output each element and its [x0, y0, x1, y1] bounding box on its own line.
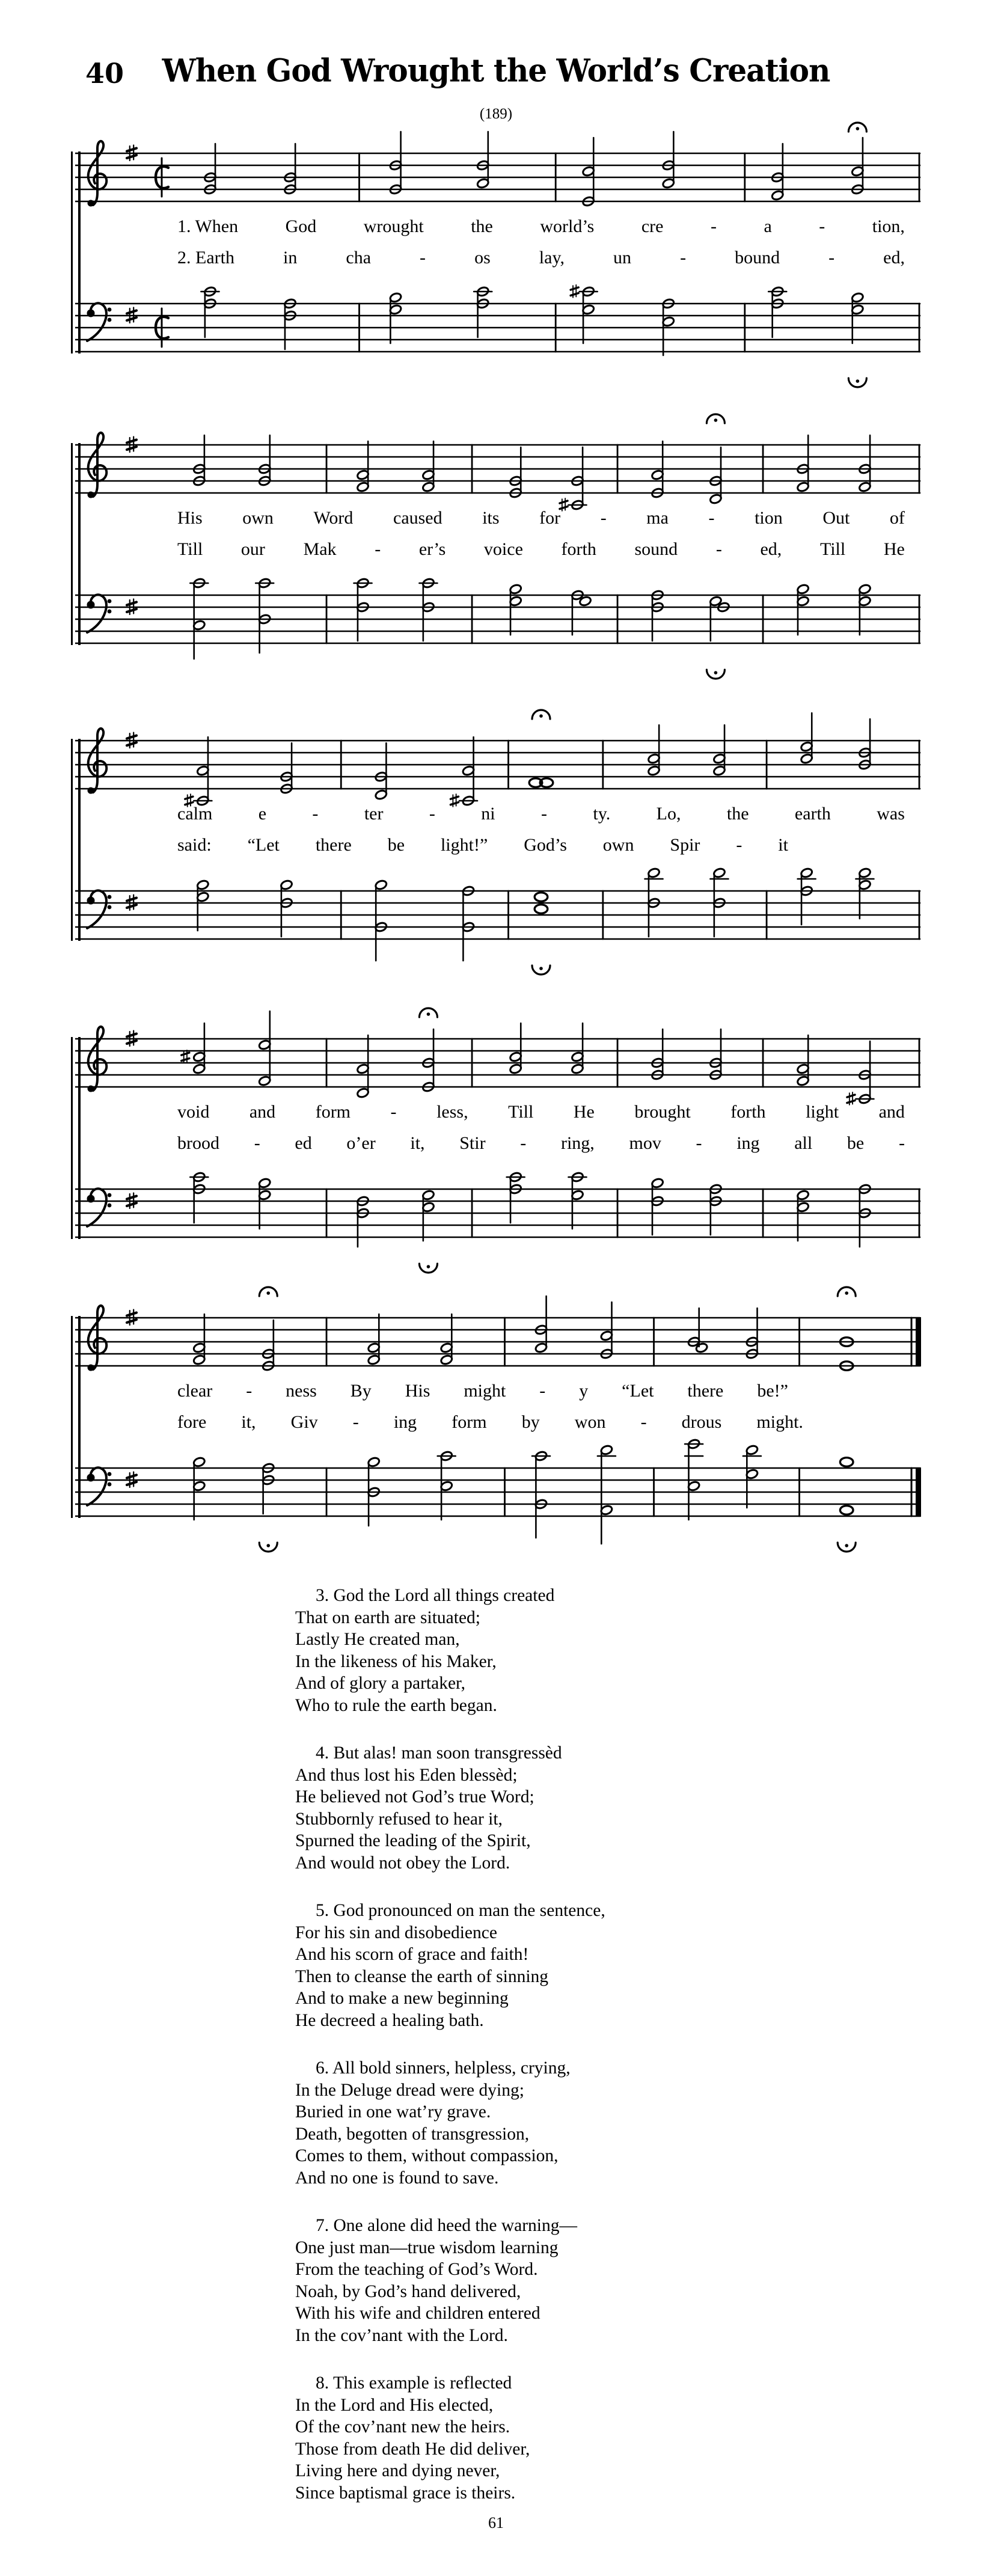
- half-note-chord: [190, 578, 208, 659]
- half-note-chord: [534, 1296, 548, 1353]
- bass-clef-icon: [87, 303, 112, 341]
- lyric-syllable: His: [177, 508, 203, 528]
- bass-clef-icon: [87, 595, 112, 632]
- half-note-chord: [651, 1178, 664, 1235]
- lyric-syllable: ed: [295, 1133, 312, 1153]
- verse-line: In the Deluge dread were dying;: [295, 2080, 524, 2100]
- lyric-syllable: wrought: [363, 216, 424, 236]
- verse-column: [295, 1585, 697, 2504]
- half-note-chord: [800, 713, 813, 764]
- half-note-chord: [532, 1451, 550, 1538]
- lyric-syllable: world’s: [540, 216, 595, 236]
- half-note-chord: [357, 441, 370, 492]
- lyric-syllable: form: [315, 1102, 351, 1122]
- lyric-syllable: might.: [756, 1412, 803, 1432]
- half-note-chord: [859, 719, 872, 770]
- verse-line: 4. But alas! man soon transgressèd: [316, 1743, 562, 1763]
- half-note-chord: [797, 1035, 810, 1086]
- hymn-number: 40: [85, 57, 124, 90]
- lyric-syllable: void: [177, 1102, 210, 1122]
- lyric-syllable: sound: [634, 539, 678, 559]
- verse-line: That on earth are situated;: [295, 1608, 480, 1627]
- lyric-hyphen: -: [539, 1381, 546, 1401]
- lyric-hyphen: -: [540, 804, 547, 824]
- lyric-line: [177, 1381, 788, 1401]
- lyric-syllable: ring,: [560, 1133, 595, 1153]
- lyric-syllable: Spir: [670, 835, 700, 855]
- half-note-chord: [651, 590, 664, 641]
- lyric-syllable: its: [482, 508, 500, 528]
- fermata-icon: [259, 1287, 277, 1296]
- lyric-syllable: 1. When: [177, 216, 239, 236]
- half-note-chord: [706, 414, 724, 504]
- lyric-syllable: tion: [755, 508, 783, 528]
- lyric-syllable: mov: [629, 1133, 661, 1153]
- verse: [295, 2372, 697, 2504]
- half-note-chord: [662, 132, 675, 189]
- half-note-chord: [259, 1463, 277, 1552]
- lyric-hyphen: -: [390, 1102, 397, 1122]
- half-note-chord: [848, 123, 866, 195]
- half-note-chord: [582, 138, 595, 207]
- lyric-line: [177, 1102, 905, 1122]
- bass-staff: [75, 1147, 932, 1279]
- verse-line: For his sin and disobedience: [295, 1923, 497, 1942]
- lyric-syllable: it,: [241, 1412, 256, 1432]
- fermata-icon: [837, 1543, 856, 1552]
- half-note-chord: [422, 441, 435, 492]
- lyric-syllable: own: [242, 508, 274, 528]
- bass-staff: [75, 553, 932, 685]
- verse-line: And his scorn of grace and faith!: [295, 1945, 529, 1964]
- whole-note-chord: [532, 893, 550, 974]
- verse-line: In the Lord and His elected,: [295, 2395, 494, 2415]
- lyric-syllable: ing: [393, 1412, 417, 1432]
- half-note-chord: [859, 584, 872, 635]
- lyric-syllable: the: [471, 216, 493, 236]
- lyric-syllable: caused: [393, 508, 442, 528]
- lyric-syllable: forth: [561, 539, 596, 559]
- lyric-syllable: lay,: [539, 248, 565, 268]
- half-note-chord: [284, 144, 297, 195]
- lyric-hyphen: -: [715, 539, 722, 559]
- lyric-syllable: os: [474, 248, 491, 268]
- half-note-chord: [768, 286, 786, 337]
- half-note-chord: [651, 1029, 664, 1080]
- half-note-chord: [709, 1184, 723, 1235]
- whole-note-chord: [529, 710, 553, 787]
- verse-line: From the teaching of God’s Word.: [295, 2260, 538, 2279]
- half-note-chord: [357, 1196, 370, 1247]
- half-note-chord: [687, 1308, 708, 1353]
- half-note-chord: [438, 1451, 456, 1520]
- half-note-chord: [509, 1023, 522, 1074]
- half-note-chord: [280, 743, 293, 794]
- verse-line: Stubbornly refused to hear it,: [295, 1809, 503, 1829]
- lyric-hyphen: -: [640, 1412, 647, 1432]
- verse-line: One just man—true wisdom learning: [295, 2238, 559, 2257]
- bass-staff: [75, 262, 932, 394]
- lyric-syllable: “Let: [622, 1381, 654, 1401]
- half-note-chord: [280, 880, 293, 937]
- lyric-syllable: light: [806, 1102, 839, 1122]
- lyric-syllable: y: [579, 1381, 589, 1401]
- hymn-title: When God Wrought the World’s Creation: [162, 52, 830, 90]
- half-note-chord: [196, 880, 209, 931]
- bass-clef-icon: [87, 1189, 112, 1226]
- verse-line: And of glory a partaker,: [295, 1674, 466, 1693]
- fermata-icon: [259, 1543, 277, 1552]
- half-note-chord: [190, 1172, 208, 1223]
- bass-staff: [75, 1426, 932, 1558]
- verse-line: And no one is found to save.: [295, 2168, 499, 2188]
- half-note-chord: [185, 737, 212, 807]
- half-note-chord: [571, 285, 598, 343]
- lyric-syllable: cre: [641, 216, 664, 236]
- verse-line: Buried in one wat’ry grave.: [295, 2102, 491, 2122]
- lyric-syllable: said:: [177, 835, 212, 855]
- fermata-icon: [532, 710, 550, 719]
- half-note-chord: [389, 292, 402, 343]
- fermata-icon: [837, 1287, 856, 1296]
- lyric-syllable: 2. Earth: [177, 248, 234, 268]
- lyric-line: [177, 248, 905, 268]
- bass-clef-icon: [87, 1467, 112, 1505]
- lyric-syllable: God: [285, 216, 317, 236]
- verse-line: 3. God the Lord all things created: [316, 1586, 555, 1605]
- lyric-syllable: be!”: [757, 1381, 788, 1401]
- lyric-hyphen: -: [375, 539, 381, 559]
- lyric-hyphen: -: [429, 804, 435, 824]
- lyric-hyphen: -: [312, 804, 319, 824]
- half-note-chord: [859, 435, 872, 492]
- lyric-hyphen: -: [600, 508, 607, 528]
- lyric-syllable: the: [726, 804, 749, 824]
- half-note-chord: [192, 1314, 206, 1365]
- lyric-syllable: He: [573, 1102, 595, 1122]
- lyric-syllable: light!”: [440, 835, 488, 855]
- lyric-syllable: of: [889, 508, 905, 528]
- half-note-chord: [746, 1308, 759, 1359]
- lyric-syllable: in: [283, 248, 298, 268]
- lyric-syllable: be: [387, 835, 405, 855]
- lyric-syllable: by: [521, 1412, 540, 1432]
- half-note-chord: [598, 1445, 616, 1544]
- half-note-chord: [462, 886, 475, 961]
- lyric-syllable: Lo,: [656, 804, 681, 824]
- treble-clef-icon: [88, 433, 107, 498]
- half-note-chord: [709, 1029, 723, 1080]
- verse-line: Death, begotten of transgression,: [295, 2124, 530, 2144]
- accidental-sharp-icon: [571, 285, 578, 298]
- lyric-syllable: there: [315, 835, 352, 855]
- lyric-syllable: ma: [646, 508, 669, 528]
- lyric-hyphen: -: [520, 1133, 527, 1153]
- half-note-chord: [509, 584, 522, 635]
- lyric-line: [177, 216, 905, 237]
- verse-line: Those from death He did deliver,: [295, 2439, 530, 2459]
- verse-line: 6. All bold sinners, helpless, crying,: [316, 2058, 571, 2078]
- verse-line: Comes to them, without compassion,: [295, 2146, 559, 2165]
- lyric-syllable: ty.: [593, 804, 611, 824]
- half-note-chord: [648, 725, 661, 776]
- whole-note-chord: [837, 1287, 856, 1370]
- lyric-syllable: a: [764, 216, 772, 236]
- lyric-hyphen: -: [420, 248, 426, 268]
- half-note-chord: [797, 435, 810, 492]
- lyric-syllable: drous: [681, 1412, 722, 1432]
- fermata-icon: [419, 1008, 437, 1017]
- lyric-syllable: own: [602, 835, 634, 855]
- verse: [295, 1742, 697, 1874]
- treble-clef-icon: [88, 729, 107, 794]
- half-note-chord: [375, 743, 388, 800]
- lyric-syllable: brought: [634, 1102, 691, 1122]
- half-note-chord: [507, 1172, 525, 1223]
- fermata-icon: [706, 414, 724, 423]
- lyric-line: [177, 1412, 803, 1433]
- lyric-syllable: ed,: [883, 248, 905, 268]
- lyric-syllable: Giv: [290, 1412, 318, 1432]
- lyric-syllable: won: [574, 1412, 606, 1432]
- lyric-syllable: ni: [481, 804, 495, 824]
- half-note-chord: [571, 1023, 584, 1074]
- lyric-syllable: e: [258, 804, 267, 824]
- fermata-icon: [532, 965, 550, 974]
- bass-staff: [75, 849, 932, 981]
- lyric-syllable: Out: [822, 508, 850, 528]
- lyric-syllable: By: [350, 1381, 372, 1401]
- half-note-chord: [256, 578, 274, 653]
- lyric-hyphen: -: [696, 1133, 702, 1153]
- lyric-syllable: His: [405, 1381, 430, 1401]
- half-note-chord: [713, 725, 726, 776]
- verse-line: Who to rule the earth began.: [295, 1695, 497, 1715]
- half-note-chord: [389, 132, 402, 195]
- lyric-syllable: Stir: [459, 1133, 486, 1153]
- lyric-syllable: for: [539, 508, 561, 528]
- lyric-syllable: and: [249, 1102, 276, 1122]
- lyric-syllable: o’er: [346, 1133, 376, 1153]
- lyric-syllable: it: [778, 835, 788, 855]
- half-note-chord: [182, 1023, 206, 1074]
- half-note-chord: [357, 1035, 370, 1098]
- lyric-syllable: voice: [483, 539, 523, 559]
- lyric-syllable: brood: [177, 1133, 219, 1153]
- lyric-syllable: ed,: [760, 539, 782, 559]
- verse-line: He believed not God’s true Word;: [295, 1787, 534, 1807]
- half-note-chord: [258, 1178, 271, 1229]
- lyric-syllable: there: [687, 1381, 724, 1401]
- lyric-syllable: ing: [736, 1133, 760, 1153]
- fermata-icon: [419, 1264, 437, 1273]
- lyric-syllable: might: [464, 1381, 506, 1401]
- lyric-syllable: un: [613, 248, 632, 268]
- half-note-chord: [662, 298, 675, 355]
- half-note-chord: [571, 590, 592, 635]
- lyric-syllable: Mak: [303, 539, 337, 559]
- half-note-chord: [450, 737, 477, 807]
- verse-line: Spurned the leading of the Spirit,: [295, 1831, 531, 1850]
- lyric-line: [177, 835, 788, 855]
- half-note-chord: [476, 132, 489, 189]
- verse: [295, 2057, 697, 2189]
- lyric-hyphen: -: [828, 248, 835, 268]
- lyric-syllable: form: [452, 1412, 487, 1432]
- lyric-hyphen: -: [680, 248, 687, 268]
- half-note-chord: [856, 867, 874, 919]
- lyric-syllable: clear: [177, 1381, 213, 1401]
- verse-line: 7. One alone did heed the warning—: [316, 2216, 577, 2235]
- half-note-chord: [771, 144, 784, 201]
- half-note-chord: [569, 1172, 587, 1229]
- lyric-hyphen: -: [736, 835, 742, 855]
- half-note-chord: [797, 1190, 810, 1241]
- tune-number: (189): [479, 106, 513, 122]
- fermata-icon: [706, 670, 724, 679]
- lyric-syllable: cha: [346, 248, 372, 268]
- lyric-syllable: calm: [177, 804, 213, 824]
- half-note-chord: [651, 441, 664, 498]
- verse-line: He decreed a healing bath.: [295, 2010, 484, 2030]
- half-note-chord: [258, 435, 271, 486]
- verse-line: And thus lost his Eden blessèd;: [295, 1765, 518, 1785]
- treble-clef-icon: [88, 1027, 107, 1092]
- lyric-line: [177, 1133, 905, 1154]
- verse-line: Noah, by God’s hand delivered,: [295, 2281, 521, 2301]
- lyric-syllable: ter: [364, 804, 384, 824]
- verse-line: Of the cov’nant new the heirs.: [295, 2417, 510, 2437]
- fermata-icon: [848, 123, 866, 132]
- lyric-syllable: less,: [436, 1102, 468, 1122]
- lyric-hyphen: -: [254, 1133, 260, 1153]
- lyric-syllable: Till: [819, 539, 846, 559]
- lyric-hyphen: -: [246, 1381, 253, 1401]
- lyric-hyphen: -: [708, 508, 715, 528]
- verse-line: Since baptismal grace is theirs.: [295, 2483, 516, 2503]
- lyric-syllable: God’s: [524, 835, 567, 855]
- half-note-chord: [367, 1314, 381, 1365]
- lyric-syllable: be: [847, 1133, 865, 1153]
- verse: [295, 2215, 697, 2346]
- half-note-chord: [474, 286, 492, 337]
- verse-line: And to make a new beginning: [295, 1989, 509, 2008]
- fermata-icon: [848, 378, 866, 387]
- footer-page-number: 61: [488, 2514, 504, 2532]
- lyric-hyphen: -: [352, 1412, 359, 1432]
- lyric-line: [177, 508, 905, 528]
- lyric-syllable: our: [240, 539, 265, 559]
- verse-line: Living here and dying never,: [295, 2461, 500, 2480]
- treble-clef-icon: [88, 141, 107, 207]
- verse-line: 8. This example is reflected: [316, 2373, 512, 2393]
- verse: [295, 1585, 697, 1716]
- lyric-hyphen: -: [898, 1133, 905, 1153]
- lyric-syllable: and: [878, 1102, 905, 1122]
- half-note-chord: [192, 435, 206, 486]
- half-note-chord: [509, 447, 522, 498]
- lyric-syllable: Till: [508, 1102, 534, 1122]
- lyric-hyphen: -: [710, 216, 717, 236]
- half-note-chord: [201, 286, 219, 337]
- verse-line: With his wife and children entered: [295, 2304, 540, 2323]
- lyric-syllable: “Let: [247, 835, 280, 855]
- lyric-syllable: forth: [730, 1102, 766, 1122]
- lyric-syllable: tion,: [872, 216, 905, 236]
- half-note-chord: [743, 1445, 761, 1508]
- half-note-chord: [685, 1439, 703, 1520]
- half-note-chord: [204, 144, 217, 195]
- lyric-syllable: fore: [177, 1412, 207, 1432]
- half-note-chord: [797, 584, 810, 635]
- lyric-syllable: He: [883, 539, 905, 559]
- lyric-syllable: Word: [313, 508, 354, 528]
- lyric-syllable: all: [794, 1133, 813, 1153]
- verse-line: Then to cleanse the earth of sinning: [295, 1966, 549, 1986]
- lyric-line: [177, 539, 905, 560]
- verse-line: 5. God pronounced on man the sentence,: [316, 1901, 605, 1920]
- verse: [295, 1900, 697, 2031]
- half-note-chord: [600, 1302, 613, 1359]
- lyric-syllable: bound: [735, 248, 780, 268]
- lyric-syllable: Till: [177, 539, 203, 559]
- accidental-sharp-icon: [182, 1050, 189, 1063]
- half-note-chord: [192, 1457, 206, 1520]
- verses-block: [0, 1585, 992, 2530]
- half-note-chord: [284, 298, 297, 349]
- lyric-hyphen: -: [819, 216, 825, 236]
- lyric-syllable: ness: [286, 1381, 317, 1401]
- treble-clef-icon: [88, 1306, 107, 1371]
- verse-line: In the cov’nant with the Lord.: [295, 2325, 508, 2345]
- verse-line: And would not obey the Lord.: [295, 1853, 510, 1873]
- lyric-syllable: er’s: [418, 539, 446, 559]
- verse-line: In the likeness of his Maker,: [295, 1651, 497, 1671]
- half-note-chord: [706, 596, 730, 679]
- half-note-chord: [798, 867, 816, 925]
- lyric-syllable: earth: [794, 804, 831, 824]
- half-note-chord: [440, 1314, 453, 1365]
- lyric-syllable: was: [877, 804, 905, 824]
- lyric-line: [177, 804, 905, 824]
- lyric-syllable: it,: [410, 1133, 425, 1153]
- verse-line: Lastly He created man,: [295, 1630, 460, 1649]
- half-note-chord: [419, 1190, 437, 1273]
- bass-clef-icon: [87, 890, 112, 928]
